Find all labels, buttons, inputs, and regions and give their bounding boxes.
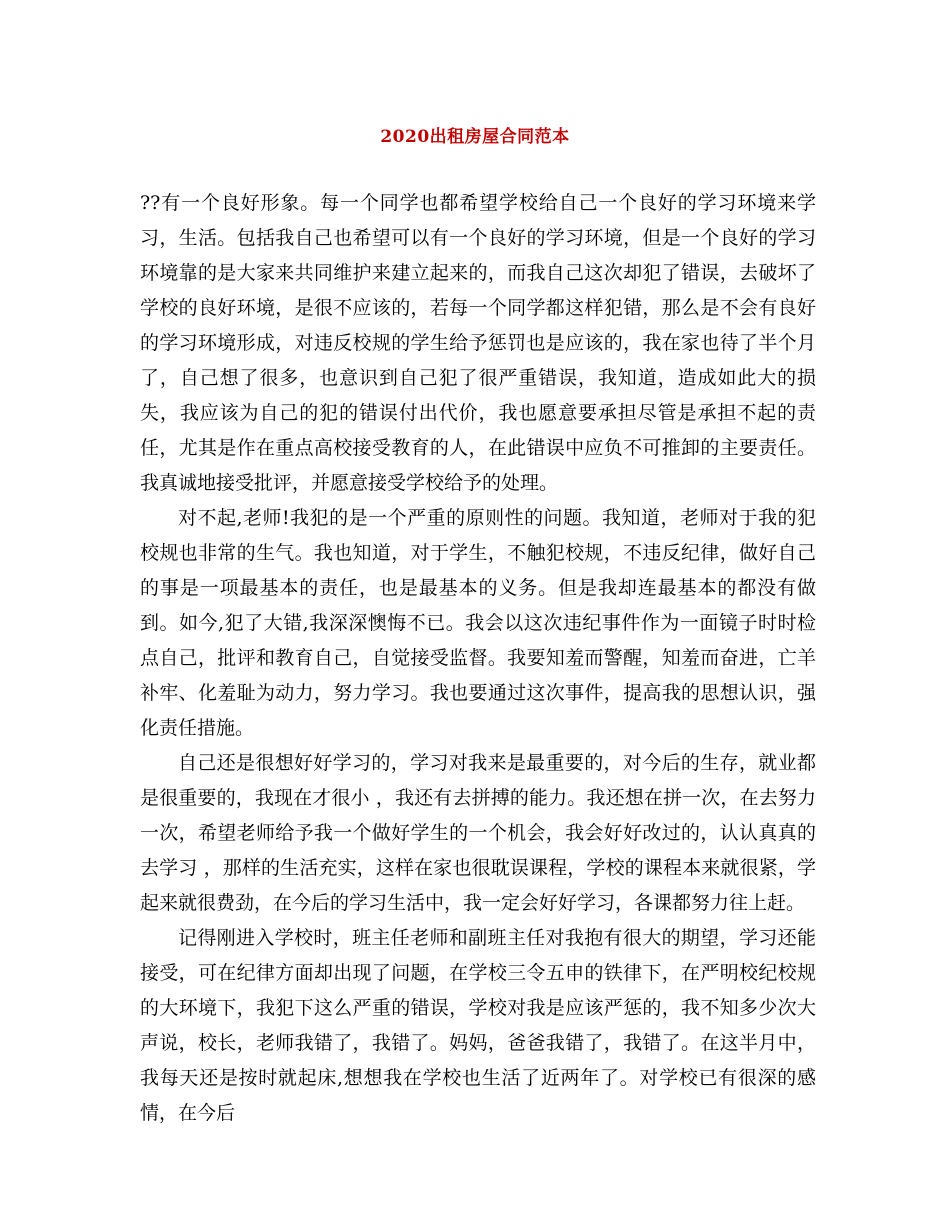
document-body — [140, 186, 816, 1131]
paragraph-4: 记得刚进入学校时，班主任老师和副班主任对我抱有很大的期望，学习还能接受，可在纪律方面却出现了问题，在学校三令五申的铁律下，在严明校纪校规的大环境下，我犯下这么严重的错误，学校对我是应该严惩的，我不知多少次大声说，校长，老师我错了，我错了。妈妈，爸爸我错了，我错了。在这半月中，我每天还是按时就起床,想想我在学校也生活了近两年了。对学校已有很深的感情，在今后 — [140, 927, 816, 1124]
paragraph-1: ??有一个良好形象。每一个同学也都希望学校给自己一个良好的学习环境来学习，生活。包括我自己也希望可以有一个良好的学习环境，但是一个良好的学习环境靠的是大家来共同维护来建立起来的，而我自己这次却犯了错误，去破坏了学校的良好环境，是很不应该的，若每一个同学都这样犯错，那么是不会有良好的学习环境形成，对违反校规的学生给予惩罚也是应该的，我在家也待了半个月了，自己想了很多，也意识到自己犯了很严重错误，我知道，造成如此大的损失，我应该为自己的犯的错误付出代价，我也愿意要承担尽管是承担不起的责任，尤其是作在重点高校接受教育的人，在此错误中应负不可推卸的主要责任。我真诚地接受批评，并愿意接受学校给予的处理。 — [140, 192, 816, 494]
paragraph-3: 自己还是很想好好学习的，学习对我来是最重要的，对今后的生存，就业都是很重要的，我现在才很小 ，我还有去拼搏的能力。我还想在拼一次，在去努力一次，希望老师给予我一个做好学生的一个机会，我会好好改过的，认认真真的去学习 ，那样的生活充实，这样在家也很耽误课程，学校的课程本来就很紧，学起来就很费劲，在今后的学习生活中，我一定会好好学习，各课都努力往上赶。 — [140, 752, 816, 914]
document-title: 2020出租房屋合同范本 — [380, 127, 570, 147]
paragraph-2: 对不起,老师!我犯的是一个严重的原则性的问题。我知道，老师对于我的犯校规也非常的生气。我也知道，对于学生，不触犯校规，不违反纪律，做好自己的事是一项最基本的责任，也是最基本的义务。但是我却连最基本的都没有做到。如今,犯了大错,我深深懊悔不已。我会以这次违纪事件作为一面镜子时时检点自己，批评和教育自己，自觉接受监督。我要知羞而警醒，知羞而奋进，亡羊补牢、化羞耻为动力，努力学习。我也要通过这次事件，提高我的思想认识，强化责任措施。 — [140, 507, 816, 739]
